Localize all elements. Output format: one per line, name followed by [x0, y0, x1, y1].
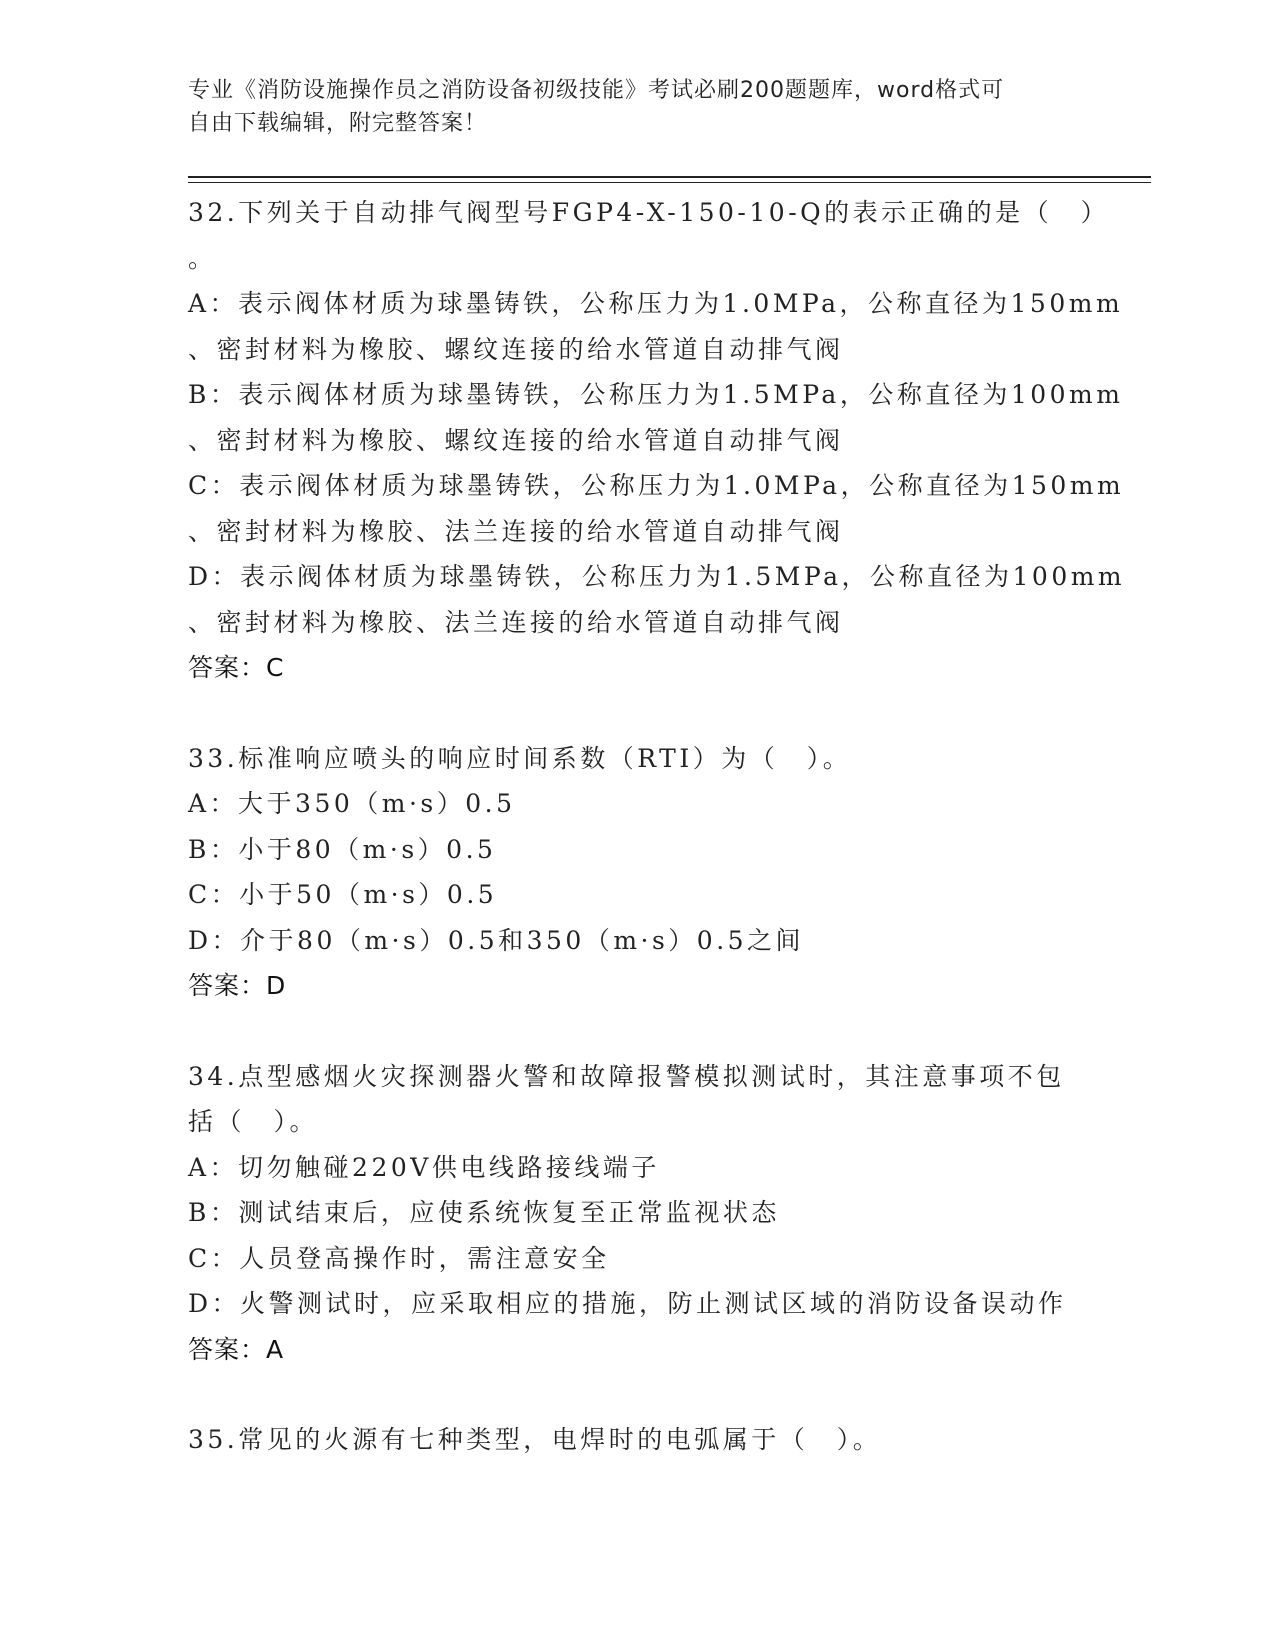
option-c-line: 、密封材料为橡胶、法兰连接的给水管道自动排气阀 [188, 516, 844, 546]
option-d-line: D：表示阀体材质为球墨铸铁，公称压力为1.5MPa，公称直径为100mm [188, 562, 1126, 591]
answer-line: 答案：A [188, 1334, 285, 1364]
header-rule-thick [188, 176, 1151, 178]
question-stem-line: 35.常见的火源有七种类型，电焊时的电弧属于（ ）。 [188, 1425, 882, 1454]
header-title-line-1: 专业《消防设施操作员之消防设备初级技能》考试必刷200题题库，word格式可 [188, 78, 1005, 103]
option-a-line: A：大于350（m·s）0.5 [188, 789, 516, 818]
option-c-line: C：小于50（m·s）0.5 [188, 880, 498, 909]
option-b-line: 、密封材料为橡胶、螺纹连接的给水管道自动排气阀 [188, 425, 844, 455]
page-header [188, 74, 1068, 140]
spacer [188, 1009, 1088, 1054]
option-a-line: A：切勿触碰220V供电线路接线端子 [188, 1152, 660, 1182]
question-stem-line: 32.下列关于自动排气阀型号FGP4-X-150-10-Q的表示正确的是（ ） [188, 198, 1110, 227]
question-list [188, 190, 1126, 1463]
option-d-line: D：火警测试时，应采取相应的措施，防止测试区域的消防设备误动作 [188, 1289, 1067, 1318]
option-b-line: B：测试结束后，应使系统恢复至正常监视状态 [188, 1198, 780, 1227]
option-a-line: A：表示阀体材质为球墨铸铁，公称压力为1.0MPa，公称直径为150mm [188, 289, 1124, 318]
spacer [188, 1372, 1088, 1417]
question-stem-line: 34.点型感烟火灾探测器火警和故障报警模拟测试时，其注意事项不包 [188, 1061, 1065, 1091]
option-d-line: D：介于80（m·s）0.5和350（m·s）0.5之间 [188, 925, 805, 955]
option-c-line: C：人员登高操作时，需注意安全 [188, 1243, 610, 1273]
header-title-line-2: 自由下载编辑，附完整答案！ [188, 111, 488, 136]
question-32 [188, 190, 1126, 691]
answer-line: 答案：D [188, 971, 287, 1000]
option-c-line: C：表示阀体材质为球墨铸铁，公称压力为1.0MPa，公称直径为150mm [188, 471, 1125, 500]
question-34 [188, 1054, 1088, 1373]
option-b-line: B：表示阀体材质为球墨铸铁，公称压力为1.5MPa，公称直径为100mm [188, 380, 1124, 409]
question-stem-line: 33.标准响应喷头的响应时间系数（RTI）为（ ）。 [188, 743, 852, 773]
question-stem-line: 。 [188, 243, 217, 273]
question-35 [188, 1417, 1088, 1463]
header-rule-thin [188, 182, 1151, 183]
question-stem-line: 括（ ）。 [188, 1107, 319, 1136]
question-33 [188, 736, 1088, 1009]
option-b-line: B：小于80（m·s）0.5 [188, 834, 497, 864]
option-a-line: 、密封材料为橡胶、螺纹连接的给水管道自动排气阀 [188, 334, 844, 364]
answer-line: 答案：C [188, 653, 285, 682]
spacer [188, 691, 1088, 736]
option-d-line: 、密封材料为橡胶、法兰连接的给水管道自动排气阀 [188, 607, 844, 637]
